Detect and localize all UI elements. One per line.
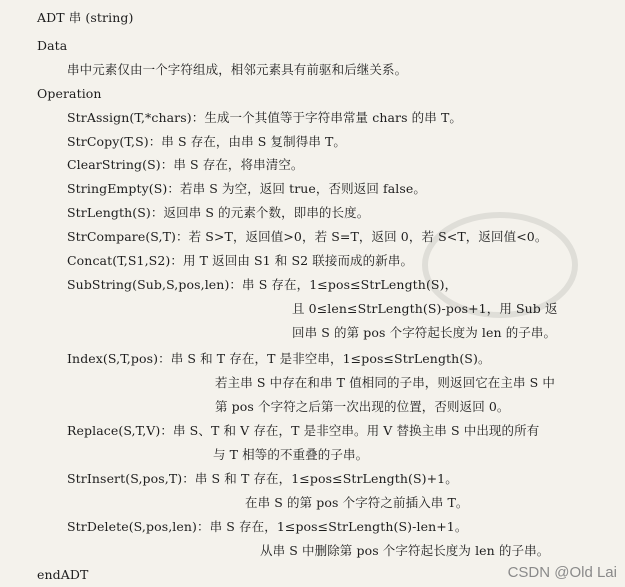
- op-strinsert-cont1: 在串 S 的第 pos 个字符之前插入串 T。: [245, 495, 469, 510]
- adt-header: ADT 串 (string): [37, 10, 134, 25]
- op-strassign: StrAssign(T,*chars)：生成一个其值等于字符串常量 chars 的串 T。: [67, 110, 462, 125]
- op-strdelete-cont1: 从串 S 中删除第 pos 个字符起长度为 len 的子串。: [260, 543, 550, 558]
- op-index: Index(S,T,pos)：串 S 和 T 存在，T 是非空串，1≤pos≤StrLength(S)。: [67, 351, 491, 366]
- op-strlength: StrLength(S)：返回串 S 的元素个数，即串的长度。: [67, 205, 370, 220]
- op-substring-cont2: 回串 S 的第 pos 个字符起长度为 len 的子串。: [292, 325, 557, 340]
- op-strdelete: StrDelete(S,pos,len)：串 S 存在，1≤pos≤StrLength(S)-len+1。: [67, 519, 468, 534]
- data-heading: Data: [37, 38, 68, 53]
- op-strcompare: StrCompare(S,T)：若 S>T，返回值>0，若 S=T，返回 0，若 S<T，返回值<0。: [67, 229, 548, 244]
- data-description: 串中元素仅由一个字符组成，相邻元素具有前驱和后继关系。: [67, 62, 408, 77]
- op-concat: Concat(T,S1,S2)：用 T 返回由 S1 和 S2 联接而成的新串。: [67, 253, 414, 268]
- op-strcopy: StrCopy(T,S)：串 S 存在，由串 S 复制得串 T。: [67, 134, 347, 149]
- op-index-cont1: 若主串 S 中存在和串 T 值相同的子串，则返回它在主串 S 中: [215, 375, 556, 390]
- op-index-cont2: 第 pos 个字符之后第一次出现的位置，否则返回 0。: [215, 399, 510, 414]
- op-substring-cont1: 且 0≤len≤StrLength(S)-pos+1，用 Sub 返: [292, 301, 558, 316]
- op-clearstring: ClearString(S)：串 S 存在，将串清空。: [67, 157, 304, 172]
- op-replace: Replace(S,T,V)：串 S、T 和 V 存在，T 是非空串。用 V 替换主串 S 中出现的所有: [67, 423, 540, 438]
- endadt-footer: endADT: [37, 567, 89, 582]
- op-stringempty: StringEmpty(S)：若串 S 为空，返回 true，否则返回 false。: [67, 181, 426, 196]
- csdn-watermark: CSDN @Old Lai: [507, 564, 617, 581]
- op-replace-cont1: 与 T 相等的不重叠的子串。: [213, 447, 369, 462]
- operation-heading: Operation: [37, 86, 102, 101]
- op-strinsert: StrInsert(S,pos,T)：串 S 和 T 存在，1≤pos≤StrLength(S)+1。: [67, 471, 458, 486]
- op-substring: SubString(Sub,S,pos,len)：串 S 存在，1≤pos≤StrLength(S)，: [67, 277, 458, 292]
